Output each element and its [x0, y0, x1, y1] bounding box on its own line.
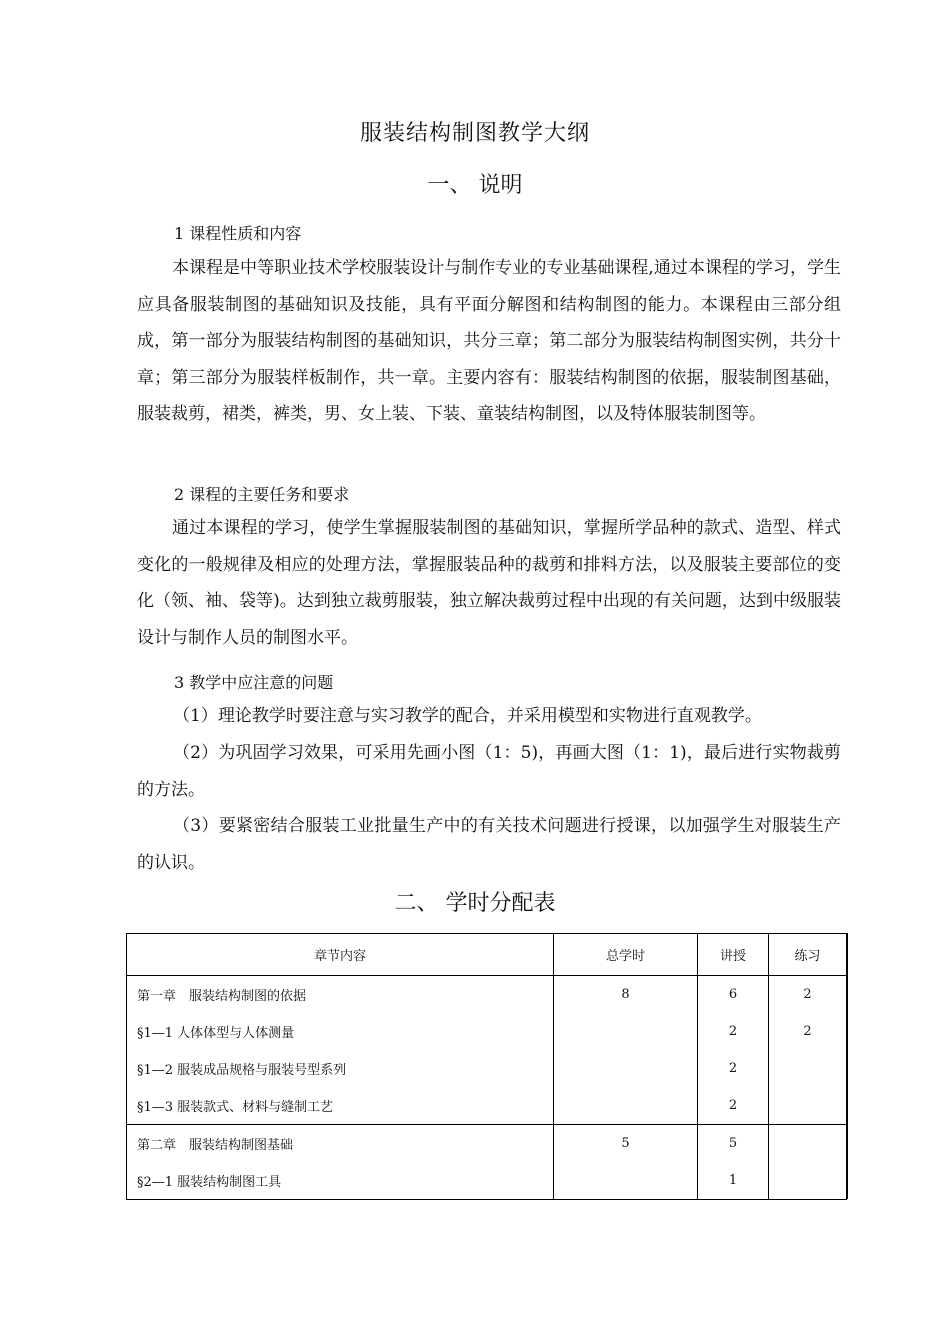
teaching-note-item: （1）理论教学时要注意与实习教学的配合，并采用模型和实物进行直观教学。	[173, 706, 762, 726]
lecture-cell: 5	[698, 1125, 769, 1163]
teaching-note-item: （3）要紧密结合服装工业批量生产中的有关技术问题进行授课，以加强学生对服装生产的认识。	[137, 816, 841, 873]
practice-cell	[769, 1162, 847, 1200]
practice-cell	[769, 1050, 847, 1087]
chapter-cell: §1—2 服装成品规格与服装号型系列	[127, 1050, 554, 1087]
total-cell	[554, 1087, 698, 1125]
hours-allocation-table	[126, 933, 846, 1200]
section-heading-hours-table: 二、 学时分配表	[394, 891, 556, 916]
table-row	[127, 1162, 847, 1200]
section-heading-description: 一、 说明	[427, 173, 523, 198]
chapter-cell: §1—3 服装款式、材料与缝制工艺	[127, 1087, 554, 1125]
header-practice-hours: 练习	[769, 934, 847, 976]
paragraph-course-nature: 本课程是中等职业技术学校服装设计与制作专业的专业基础课程,通过本课程的学习，学生应具备服装制图的基础知识及技能，具有平面分解图和结构制图的能力。本课程由三部分组成，第一部分为服装结构制图的基础知识，共分三章；第二部分为服装结构制图实例，共分十章；第三部分为服装样板制作，共一章。主要内容有：服装结构制图的依据，服装制图基础，服装裁剪，裙类，裤类，男、女上装、下装、童装结构制图，以及特体服装制图等。	[137, 258, 841, 424]
teaching-note-item: （2）为巩固学习效果，可采用先画小图（1：5)，再画大图（1：1)，最后进行实物裁剪的方法。	[137, 743, 841, 800]
table-row	[127, 1087, 847, 1125]
lecture-cell: 1	[698, 1162, 769, 1200]
table-header-row	[127, 934, 847, 976]
header-total-hours: 总学时	[554, 934, 698, 976]
lecture-cell: 6	[698, 976, 769, 1014]
total-cell	[554, 1162, 698, 1200]
table-row	[127, 1050, 847, 1087]
chapter-cell: §2—1 服装结构制图工具	[127, 1162, 554, 1200]
header-lecture-hours: 讲授	[698, 934, 769, 976]
table-row	[127, 1013, 847, 1050]
practice-cell	[769, 1125, 847, 1163]
chapter-cell: 第二章 服装结构制图基础	[127, 1125, 554, 1163]
practice-cell: 2	[769, 976, 847, 1014]
table-row	[127, 1125, 847, 1163]
lecture-cell: 2	[698, 1013, 769, 1050]
subheading-course-tasks: 2 课程的主要任务和要求	[174, 485, 350, 504]
lecture-cell: 2	[698, 1050, 769, 1087]
practice-cell: 2	[769, 1013, 847, 1050]
header-chapter-content: 章节内容	[127, 934, 554, 976]
table-right-border	[846, 933, 848, 1199]
practice-cell	[769, 1087, 847, 1125]
subheading-course-nature: 1 课程性质和内容	[174, 224, 302, 243]
table-row	[127, 976, 847, 1014]
chapter-cell: §1—1 人体体型与人体测量	[127, 1013, 554, 1050]
paragraph-course-tasks: 通过本课程的学习，使学生掌握服装制图的基础知识，掌握所学品种的款式、造型、样式变化的一般规律及相应的处理方法，掌握服装品种的裁剪和排料方法，以及服装主要部位的变化（领、袖、袋等)。达到独立裁剪服装，独立解决裁剪过程中出现的有关问题，达到中级服装设计与制作人员的制图水平。	[137, 518, 841, 648]
chapter-cell: 第一章 服装结构制图的依据	[127, 976, 554, 1014]
total-cell	[554, 1050, 698, 1087]
total-cell: 8	[554, 976, 698, 1014]
subheading-teaching-notes: 3 教学中应注意的问题	[174, 673, 334, 692]
total-cell	[554, 1013, 698, 1050]
document-title: 服装结构制图教学大纲	[359, 121, 590, 146]
lecture-cell: 2	[698, 1087, 769, 1125]
total-cell: 5	[554, 1125, 698, 1163]
